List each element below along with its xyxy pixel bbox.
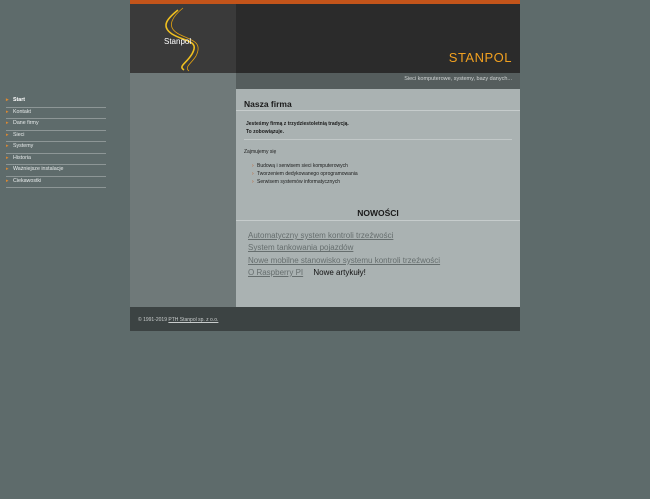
new-articles-badge: Nowe artykuły! bbox=[313, 267, 366, 277]
arrow-right-icon: ▸ bbox=[6, 143, 9, 149]
sidebar-item-systemy[interactable] bbox=[6, 142, 106, 154]
arrow-right-icon: ▸ bbox=[6, 120, 9, 126]
logo-box[interactable] bbox=[130, 4, 236, 73]
arrow-right-icon: ▸ bbox=[6, 177, 9, 184]
arrow-right-icon: ▸ bbox=[6, 108, 9, 115]
main-content bbox=[236, 89, 520, 307]
services-list bbox=[252, 162, 358, 186]
sidebar-item-sieci[interactable] bbox=[6, 131, 106, 143]
arrow-right-icon: ▸ bbox=[6, 154, 9, 161]
page-title: Nasza firma bbox=[244, 99, 292, 109]
sidebar-item-label: Ciekawostki bbox=[13, 177, 42, 184]
sidebar-item-instalacje[interactable] bbox=[6, 165, 106, 177]
news-link[interactable]: System tankowania pojazdów bbox=[248, 243, 354, 253]
news-link[interactable]: Automatyczny system kontroli trzeźwości bbox=[248, 231, 394, 240]
news-list bbox=[248, 230, 440, 279]
service-label: Tworzeniem dedykowanego oprogramowania bbox=[257, 171, 358, 177]
copyright-text: © 1991-2019 bbox=[138, 317, 167, 323]
arrow-right-icon: ▸ bbox=[6, 166, 9, 172]
intro-divider bbox=[244, 139, 512, 140]
service-item bbox=[252, 170, 358, 178]
sidebar-item-ciekawostki[interactable] bbox=[6, 177, 106, 189]
bullet-icon: › bbox=[252, 171, 254, 177]
news-title: NOWOŚCI bbox=[357, 208, 399, 218]
sidebar-item-label: Ważniejsze instalacje bbox=[13, 166, 64, 172]
logo-text: Stanpol bbox=[164, 37, 192, 46]
services-heading: Zajmujemy się bbox=[244, 149, 277, 155]
service-item bbox=[252, 162, 358, 170]
arrow-right-icon: ▸ bbox=[6, 131, 9, 138]
service-label: Budową i serwisem sieci komputerowych bbox=[257, 163, 348, 169]
sidebar-item-label: Start bbox=[13, 97, 26, 103]
service-label: Serwisem systemów informatycznych bbox=[257, 179, 341, 185]
stanpol-logo bbox=[130, 4, 236, 73]
left-column bbox=[130, 73, 236, 307]
title-divider bbox=[236, 110, 520, 111]
header-banner bbox=[236, 4, 520, 73]
tagline: Sieci komputerowe, systemy, bazy danych... bbox=[404, 76, 512, 82]
news-divider bbox=[236, 220, 520, 221]
footer bbox=[130, 307, 520, 331]
brand-name: STANPOL bbox=[448, 50, 512, 65]
company-link[interactable]: PTH Stanpol sp. z o.o. bbox=[168, 317, 219, 323]
news-link[interactable]: Nowe mobilne stanowisko systemu kontroli trzeźwości bbox=[248, 255, 441, 265]
sidebar-item-label: Kontakt bbox=[13, 108, 31, 115]
sidebar-item-label: Sieci bbox=[13, 131, 25, 138]
arrow-right-icon: ▸ bbox=[6, 97, 9, 103]
sidebar-item-historia[interactable] bbox=[6, 154, 106, 166]
intro-text bbox=[246, 121, 349, 136]
copyright bbox=[138, 317, 218, 323]
news-link[interactable]: O Raspberry PI bbox=[248, 267, 304, 277]
page bbox=[130, 0, 520, 331]
sidebar-nav bbox=[6, 96, 106, 188]
sidebar-item-label: Historia bbox=[13, 154, 31, 161]
news-row bbox=[248, 267, 440, 279]
intro-line: To zobowiązuje. bbox=[246, 128, 284, 135]
bullet-icon: › bbox=[252, 179, 254, 185]
tagline-bar bbox=[236, 73, 520, 89]
sidebar-item-kontakt[interactable] bbox=[6, 108, 106, 120]
sidebar-item-label: Systemy bbox=[13, 143, 34, 149]
sidebar-item-start[interactable] bbox=[6, 96, 106, 108]
service-item bbox=[252, 178, 358, 186]
sidebar-item-dane-firmy[interactable] bbox=[6, 119, 106, 131]
intro-line: Jesteśmy firmą z trzydziestoletnią tradycją. bbox=[246, 121, 349, 127]
sidebar-item-label: Dane firmy bbox=[13, 120, 39, 126]
bullet-icon: › bbox=[252, 163, 254, 169]
